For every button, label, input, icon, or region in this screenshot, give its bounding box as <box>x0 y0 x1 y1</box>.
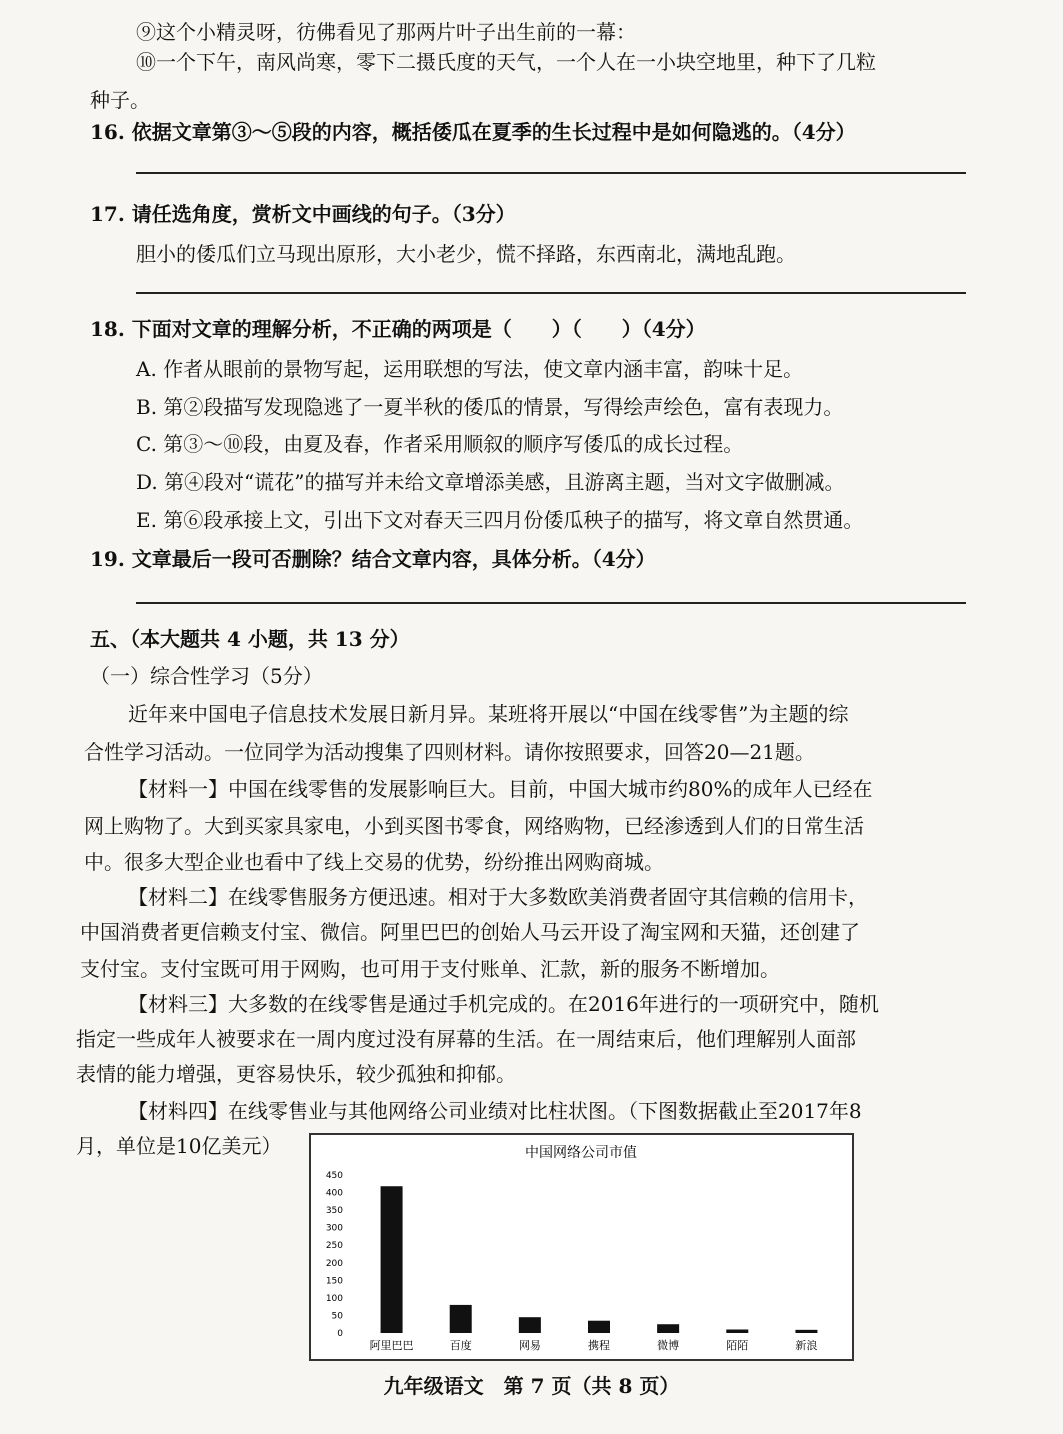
y-tick-label: 350 <box>325 1206 343 1217</box>
chart-title: 中国网络公司市值 <box>525 1145 637 1161</box>
material-1-line1: 【材料一】中国在线零售的发展影响巨大。目前，中国大城市约80%的成年人已经在 <box>128 777 873 801</box>
y-tick-label: 100 <box>325 1293 343 1304</box>
question-19: 19. 文章最后一段可否删除？结合文章内容，具体分析。（4分） <box>90 547 656 571</box>
x-tick-label: 携程 <box>588 1339 610 1352</box>
y-tick-label: 250 <box>325 1241 343 1252</box>
bar-5 <box>726 1329 748 1333</box>
intro-line1: 近年来中国电子信息技术发展日新月异。某班将开展以“中国在线零售”为主题的综 <box>128 702 849 726</box>
section-5-subheading: （一）综合性学习（5分） <box>90 664 323 688</box>
x-tick-label: 阿里巴巴 <box>369 1339 414 1352</box>
material-3-line3: 表情的能力增强，更容易快乐，较少孤独和抑郁。 <box>76 1062 516 1086</box>
intro-line2: 合性学习活动。一位同学为活动搜集了四则材料。请你按照要求，回答20—21题。 <box>84 740 815 764</box>
question-17-sentence: 胆小的倭瓜们立马现出原形，大小老少，慌不择路，东西南北，满地乱跑。 <box>136 242 796 266</box>
question-18 <box>90 315 706 343</box>
material-1-line2: 网上购物了。大到买家具家电，小到买图书零食，网络购物，已经渗透到人们的日常生活 <box>84 814 864 838</box>
x-tick-label: 新浪 <box>795 1339 818 1352</box>
y-tick-label: 300 <box>325 1223 343 1234</box>
paragraph-10-line2: 种子。 <box>90 88 150 112</box>
page-footer: 九年级语文 第 7 页（共 8 页） <box>383 1374 680 1398</box>
answer-line-17 <box>136 292 966 294</box>
x-tick-label: 微博 <box>657 1339 680 1352</box>
bar-1 <box>450 1305 472 1333</box>
material-2-line3: 支付宝。支付宝既可用于网购，也可用于支付账单、汇款，新的服务不断增加。 <box>80 957 780 981</box>
y-tick-label: 400 <box>325 1188 343 1199</box>
question-18-text: 18. 下面对文章的理解分析，不正确的两项是（ <box>90 317 512 341</box>
material-2-line1: 【材料二】在线零售服务方便迅速。相对于大多数欧美消费者固守其信赖的信用卡， <box>128 885 868 909</box>
y-tick-label: 200 <box>325 1258 343 1269</box>
y-tick-label: 50 <box>331 1311 343 1322</box>
bar-chart-frame <box>309 1133 854 1361</box>
material-4-line2: 月，单位是10亿美元） <box>76 1134 282 1158</box>
bar-chart <box>311 1135 852 1359</box>
x-tick-label: 网易 <box>518 1339 541 1352</box>
option-a: A. 作者从眼前的景物写起，运用联想的写法，使文章内涵丰富，韵味十足。 <box>136 357 804 381</box>
x-tick-label: 百度 <box>449 1339 472 1352</box>
y-tick-label: 450 <box>325 1171 343 1181</box>
answer-line-19 <box>136 602 966 604</box>
y-tick-label: 150 <box>325 1276 343 1287</box>
option-d: D. 第④段对“谎花”的描写并未给文章增添美感，且游离主题，当对文字做删减。 <box>136 470 845 494</box>
answer-line-16 <box>136 172 966 174</box>
material-3-line1: 【材料三】大多数的在线零售是通过手机完成的。在2016年进行的一项研究中，随机 <box>128 992 879 1016</box>
bar-6 <box>795 1330 817 1333</box>
option-c: C. 第③～⑩段，由夏及春，作者采用顺叙的顺序写倭瓜的成长过程。 <box>136 432 744 456</box>
option-e: E. 第⑥段承接上文，引出下文对春天三四月份倭瓜秧子的描写，将文章自然贯通。 <box>136 508 864 532</box>
question-18-score: ）（4分） <box>621 317 706 341</box>
material-2-line2: 中国消费者更信赖支付宝、微信。阿里巴巴的创始人马云开设了淘宝网和天猫，还创建了 <box>80 920 860 944</box>
y-tick-label: 0 <box>337 1329 343 1339</box>
material-3-line2: 指定一些成年人被要求在一周内度过没有屏幕的生活。在一周结束后，他们理解别人面部 <box>76 1027 856 1051</box>
section-5-heading: 五、（本大题共 4 小题，共 13 分） <box>90 627 410 651</box>
option-b: B. 第②段描写发现隐逃了一夏半秋的倭瓜的情景，写得绘声绘色，富有表现力。 <box>136 395 844 419</box>
bar-0 <box>381 1186 403 1333</box>
material-1-line3: 中。很多大型企业也看中了线上交易的优势，纷纷推出网购商城。 <box>84 850 664 874</box>
bar-3 <box>588 1321 610 1333</box>
paragraph-9: ⑨这个小精灵呀，彷佛看见了那两片叶子出生前的一幕： <box>136 20 636 44</box>
question-17: 17. 请任选角度，赏析文中画线的句子。（3分） <box>90 202 516 226</box>
paragraph-10-line1: ⑩一个下午，南风尚寒，零下二摄氏度的天气，一个人在一小块空地里，种下了几粒 <box>136 50 876 74</box>
bar-4 <box>657 1324 679 1333</box>
bar-2 <box>519 1317 541 1333</box>
x-tick-label: 陌陌 <box>726 1339 749 1352</box>
question-16: 16. 依据文章第③～⑤段的内容，概括倭瓜在夏季的生长过程中是如何隐逃的。（4分） <box>90 120 856 144</box>
material-4-line1: 【材料四】在线零售业与其他网络公司业绩对比柱状图。（下图数据截止至2017年8 <box>128 1099 862 1123</box>
question-18-mid: ）（ <box>551 317 582 341</box>
